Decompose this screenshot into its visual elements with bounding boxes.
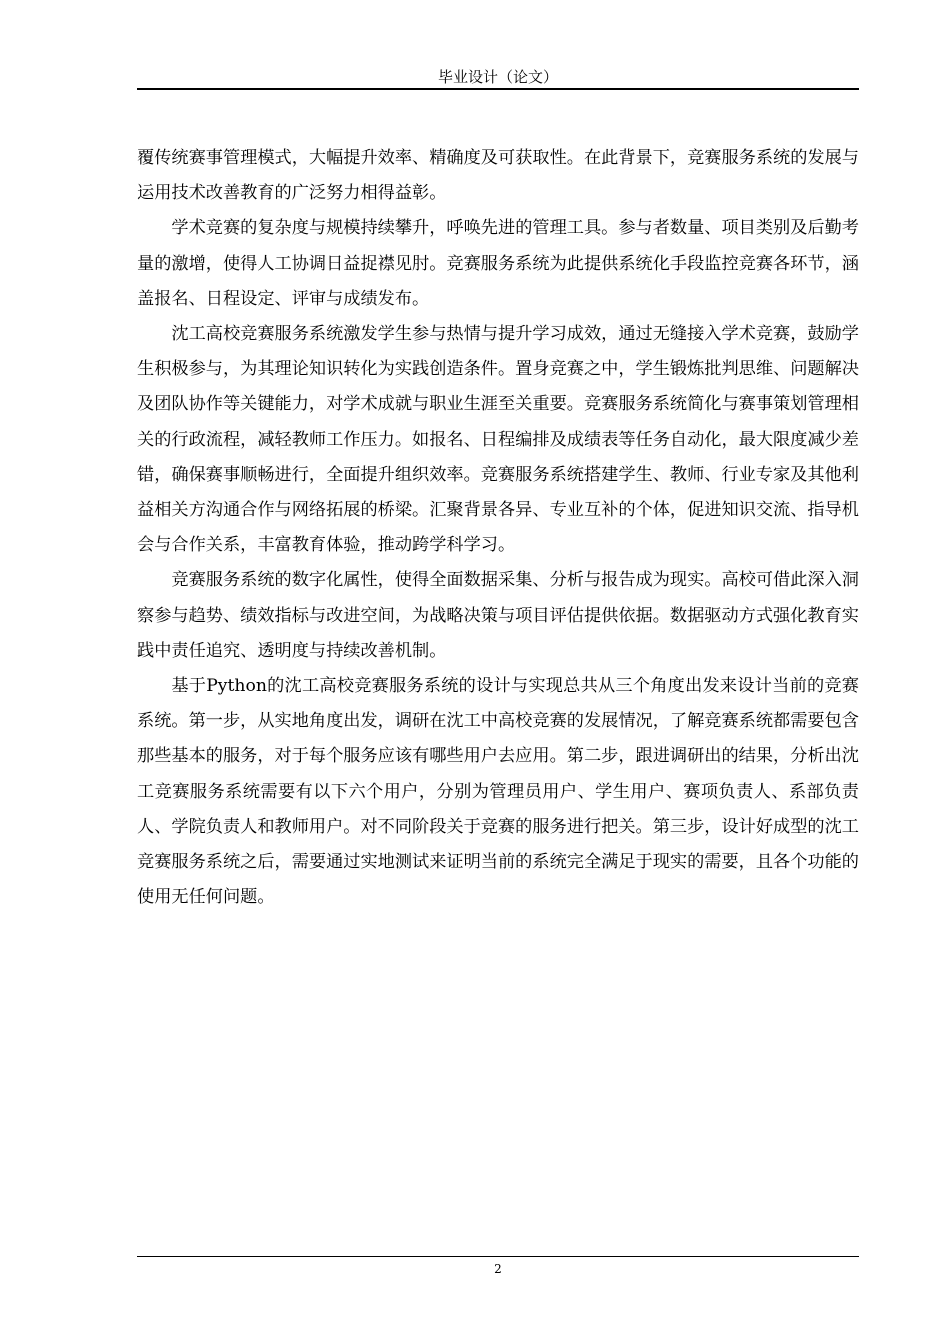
paragraph: 基于Python的沈工高校竞赛服务系统的设计与实现总共从三个角度出发来设计当前的竞赛系统。第一步，从实地角度出发，调研在沈工中高校竞赛的发展情况，了解竞赛系统都需要包含那些基本的服务，对于每个服务应该有哪些用户去应用。第二步，跟进调研出的结果，分析出沈工竞赛服务系统需要有以下六个用户，分别为管理员用户、学生用户、赛项负责人、系部负责人、学院负责人和教师用户。对不同阶段关于竞赛的服务进行把关。第三步，设计好成型的沈工竞赛服务系统之后，需要通过实地测试来证明当前的系统完全满足于现实的需要，且各个功能的使用无任何问题。: [137, 676, 859, 908]
header-divider: [137, 88, 859, 90]
paragraph: 学术竞赛的复杂度与规模持续攀升，呼唤先进的管理工具。参与者数量、项目类别及后勤考量的激增，使得人工协调日益捉襟见肘。竞赛服务系统为此提供系统化手段监控竞赛各环节，涵盖报名、日程设定、评审与成绩发布。: [137, 218, 859, 309]
paragraph-continuation: 覆传统赛事管理模式，大幅提升效率、精确度及可获取性。在此背景下，竞赛服务系统的发展与运用技术改善教育的广泛努力相得益彰。: [137, 148, 859, 204]
footer-divider: [137, 1256, 859, 1257]
paragraph: 沈工高校竞赛服务系统激发学生参与热情与提升学习成效，通过无缝接入学术竞赛，鼓励学生积极参与，为其理论知识转化为实践创造条件。置身竞赛之中，学生锻炼批判思维、问题解决及团队协作等关键能力，对学术成就与职业生涯至关重要。竞赛服务系统简化与赛事策划管理相关的行政流程，减轻教师工作压力。如报名、日程编排及成绩表等任务自动化，最大限度减少差错，确保赛事顺畅进行，全面提升组织效率。竞赛服务系统搭建学生、教师、行业专家及其他利益相关方沟通合作与网络拓展的桥梁。汇聚背景各异、专业互补的个体，促进知识交流、指导机会与合作关系，丰富教育体验，推动跨学科学习。: [137, 324, 859, 556]
document-body: [137, 141, 859, 915]
paragraph: 竞赛服务系统的数字化属性，使得全面数据采集、分析与报告成为现实。高校可借此深入洞察参与趋势、绩效指标与改进空间，为战略决策与项目评估提供依据。数据驱动方式强化教育实践中责任追究、透明度与持续改善机制。: [137, 570, 859, 661]
page-header-title: 毕业设计（论文）: [437, 68, 558, 86]
page-number: 2: [494, 1262, 502, 1276]
